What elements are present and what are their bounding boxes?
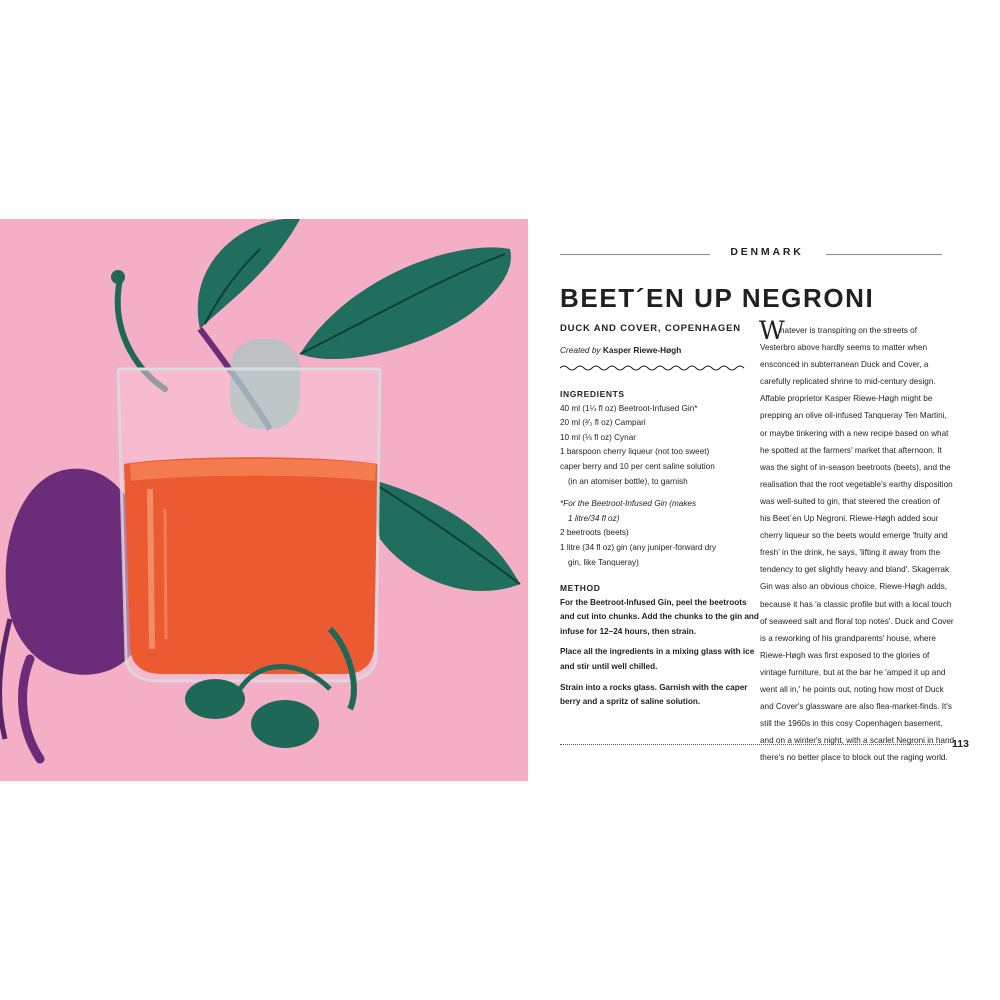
- rocks-glass: [118, 339, 380, 681]
- body-line: because it has 'a classic profile but with a local touch: [760, 599, 952, 609]
- cocktail-illustration: [0, 219, 528, 781]
- ingredient-line: 20 ml (²⁄₃ fl oz) Campari: [560, 418, 646, 428]
- body-line: tendency to get slightly heavy and bland'. Skagerrak: [760, 565, 950, 575]
- body-line: fresh' in the drink, he says, 'lifting it away from the: [760, 548, 941, 558]
- header-rule-left: [560, 254, 710, 255]
- body-line: Gin was also an obvious choice, Riewe-Høgh adds,: [760, 582, 948, 592]
- body-line: and Cover's glassware are also flea-market-finds. It's: [760, 702, 952, 712]
- gin-ingredient-line: gin, like Tanqueray): [568, 557, 639, 567]
- body-line: is a reworking of his grandparents' house, where: [760, 633, 936, 643]
- body-line: vintage furniture, but at the bar he 'amped it up and: [760, 667, 946, 677]
- method-step-line: Strain into a rocks glass. Garnish with the caper: [560, 682, 748, 692]
- body-line: carefully replicated shrine to mid-century design.: [760, 377, 936, 387]
- body-text: [760, 322, 957, 766]
- bar-name: DUCK AND COVER, COPENHAGEN: [560, 323, 741, 334]
- gin-note-line: *For the Beetroot-Infused Gin (makes: [560, 499, 697, 509]
- body-line: and on a winter's night, with a scarlet Negroni in hand,: [760, 736, 957, 746]
- body-line: prepping an olive oil-infused Tanqueray Ten Martini,: [760, 411, 947, 421]
- recipe-title: BEET´EN UP NEGRONI: [560, 283, 875, 313]
- page-number: 113: [952, 738, 969, 750]
- body-line: ensconced in subterranean Duck and Cover, a: [760, 360, 929, 370]
- body-line: realisation that the root vegetable's earthy disposition: [760, 479, 953, 489]
- negroni-glass-illustration: [0, 219, 528, 781]
- ingredient-line: 40 ml (1¼ fl oz) Beetroot-Infused Gin*: [560, 403, 698, 413]
- method-step-line: For the Beetroot-Infused Gin, peel the beetroots: [560, 597, 747, 607]
- body-line: he spotted at the farmers' market that afternoon. It: [760, 445, 942, 455]
- body-line: still the 1960s in this cosy Copenhagen basement,: [760, 719, 943, 729]
- gin-ingredient-line: 2 beetroots (beets): [560, 528, 629, 538]
- header-rule-right: [826, 254, 942, 255]
- creator-name: Kasper Riewe-Høgh: [602, 345, 682, 355]
- body-line: his Beet´en Up Negroni. Riewe-Høgh added sour: [760, 514, 939, 524]
- body-line: hatever is transpiring on the streets of: [780, 326, 917, 335]
- body-line: Vesterbro above hardly seems to matter when: [760, 343, 928, 353]
- ingredient-line: 10 ml (⅓ fl oz) Cynar: [560, 432, 636, 442]
- method-heading: METHOD: [560, 583, 601, 593]
- body-line: of seaweed salt and floral top notes'. Duck and Cover: [760, 616, 954, 626]
- body-line: cherry liqueur so the beets would emerge 'fruity and: [760, 531, 948, 541]
- method-step-line: and stir until well chilled.: [560, 661, 658, 671]
- ingredients-section: [560, 387, 745, 570]
- country-label: DENMARK: [730, 246, 804, 258]
- ingredient-line: (in an atomiser bottle), to garnish: [568, 476, 688, 486]
- creator-credit: [560, 345, 681, 355]
- method-step-line: infuse for 12–24 hours, then strain.: [560, 626, 697, 636]
- method-section: [560, 581, 759, 710]
- drop-cap: W: [759, 316, 785, 345]
- method-step-line: berry and a spritz of saline solution.: [560, 697, 701, 707]
- gin-note-line: 1 litre/34 fl oz): [568, 513, 620, 523]
- method-step-line: and cut into chunks. Add the chunks to the gin and: [560, 612, 759, 622]
- body-line: there's no better place to block out the raging world.: [760, 753, 948, 763]
- gin-ingredient-line: 1 litre (34 fl oz) gin (any juniper-forward dry: [560, 542, 717, 552]
- ingredient-line: caper berry and 10 per cent saline solution: [560, 461, 715, 471]
- wave-divider: [560, 364, 745, 372]
- creator-prefix: Created by: [560, 345, 601, 355]
- footer-dotted-rule: [560, 744, 942, 745]
- body-line: or maybe tinkering with a new recipe based on what: [760, 428, 949, 438]
- body-line: Riewe-Høgh was first exposed to the glories of: [760, 650, 930, 660]
- body-line: went all in,' he points out, noting how most of Duck: [760, 684, 944, 694]
- body-line: was the sight of in-season beetroots (beets), and the: [760, 462, 951, 472]
- ingredient-line: 1 barspoon cherry liqueur (not too sweet): [560, 447, 710, 457]
- body-line: Affable proprietor Kasper Riewe-Høgh might be: [760, 394, 933, 404]
- method-step-line: Place all the ingredients in a mixing glass with ice: [560, 647, 755, 657]
- body-line: was well-suited to gin, that steered the creation of: [760, 496, 940, 506]
- ingredients-heading: INGREDIENTS: [560, 389, 625, 399]
